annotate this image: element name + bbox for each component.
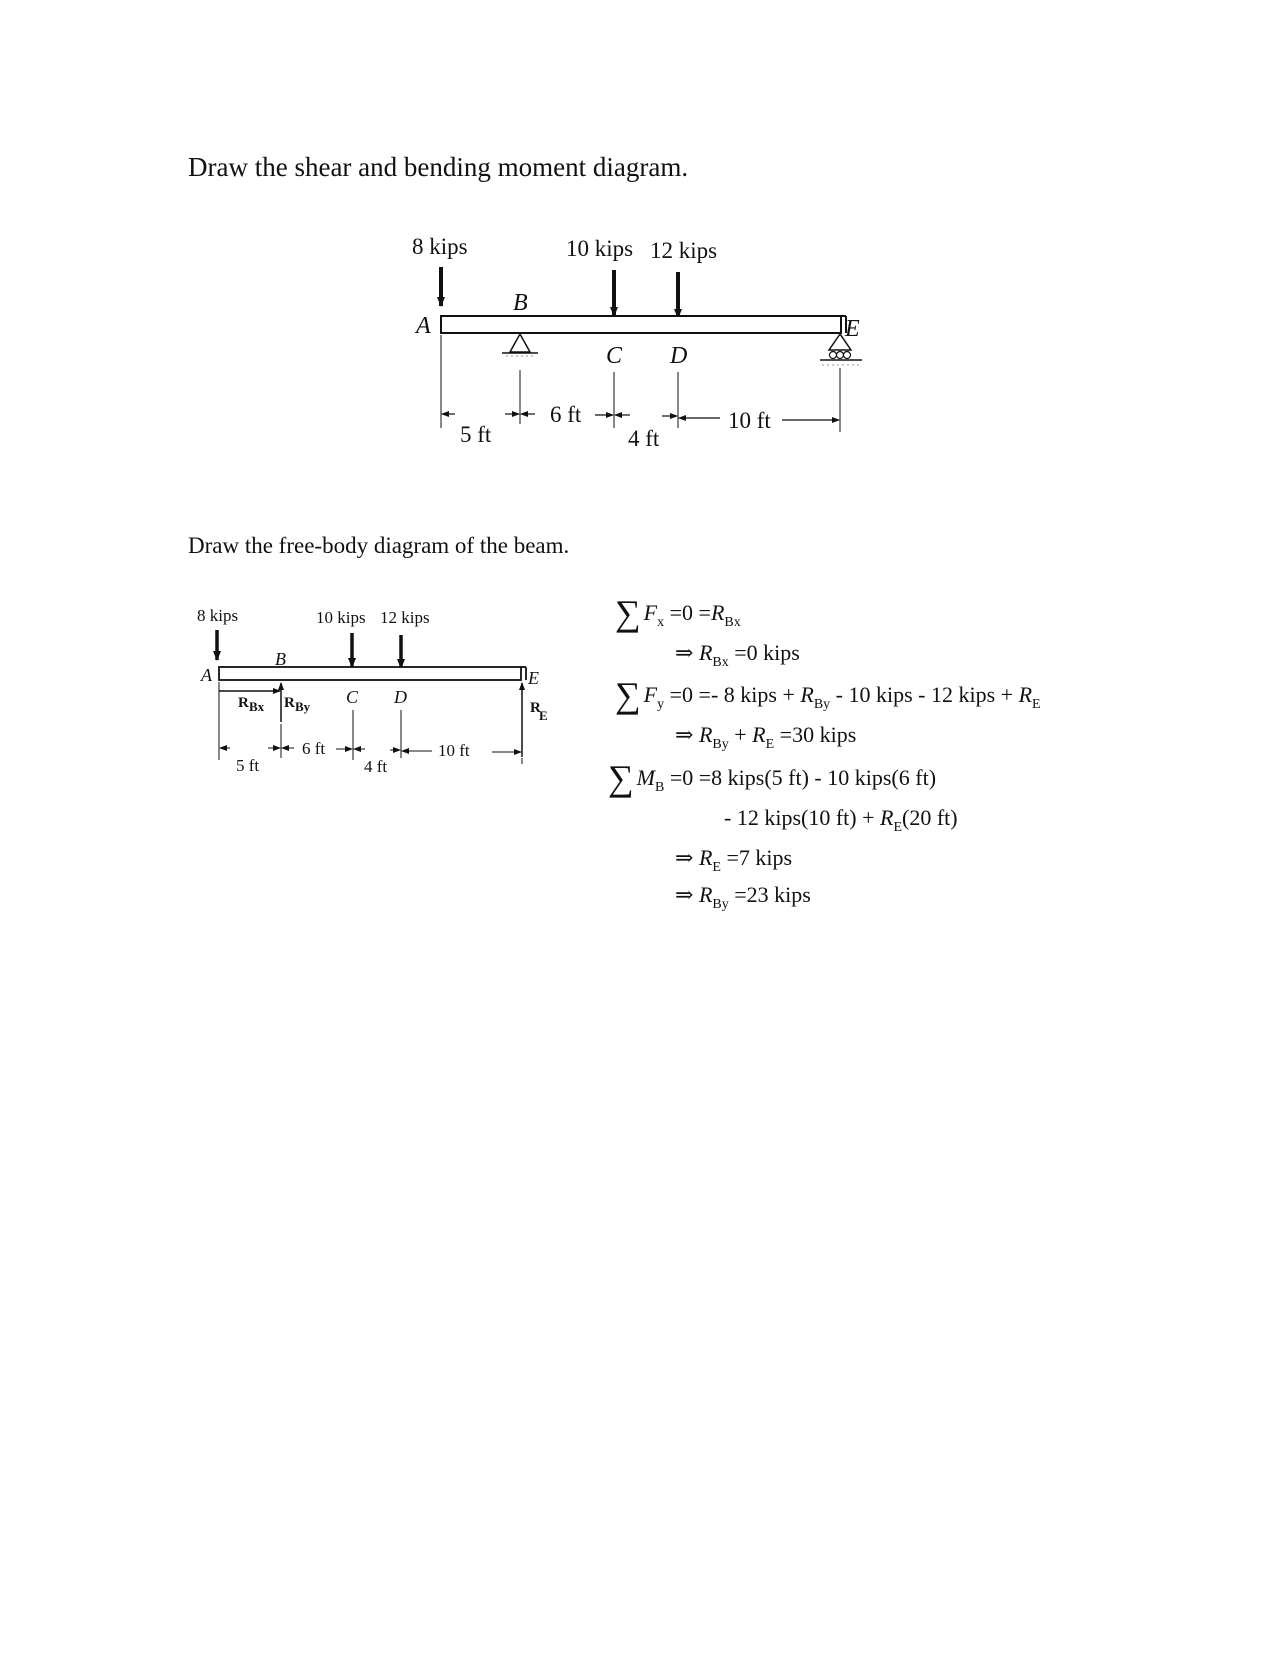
reaction-label-bx bbox=[238, 695, 265, 714]
fbd-point-label-e: E bbox=[528, 668, 539, 688]
fbd-dim-label-bc: 6 ft bbox=[302, 739, 326, 758]
dim-label-ab: 5 ft bbox=[460, 422, 492, 447]
fbd-load-label-a: 8 kips bbox=[197, 606, 239, 625]
fbd-dim-label-cd: 4 ft bbox=[364, 757, 388, 776]
fbd-point-label-c: C bbox=[346, 687, 359, 707]
dimension-lines bbox=[442, 414, 839, 420]
point-label-c: C bbox=[606, 343, 623, 369]
fbd-load-label-d: 12 kips bbox=[380, 608, 430, 627]
fbd-dim-label-ab: 5 ft bbox=[236, 756, 260, 775]
svg-text:R: R bbox=[530, 700, 541, 716]
point-label-a: A bbox=[416, 313, 431, 339]
dim-label-cd: 4 ft bbox=[628, 426, 660, 451]
fbd-point-label-d: D bbox=[394, 687, 407, 707]
svg-text:R: R bbox=[238, 695, 249, 711]
svg-text:E: E bbox=[539, 708, 548, 723]
equation-rby-plus-re: ⇒ $R_{By} + R_E =30$ kips bbox=[675, 722, 857, 752]
fbd-dimension-lines bbox=[220, 748, 521, 752]
load-label-c: 10 kips bbox=[566, 236, 634, 261]
equation-re-result: ⇒ $R_E =7$ kips bbox=[675, 845, 793, 875]
dim-label-bc: 6 ft bbox=[550, 402, 582, 427]
fbd-dim-label-de: 10 ft bbox=[438, 741, 470, 760]
fbd-instruction: Draw the free-body diagram of the beam. bbox=[188, 533, 570, 558]
beam bbox=[441, 316, 841, 333]
equation-sum-fy: ∑ $F_y =0 =- 8$ kips + $R_{By} - 10$ kips - 12 kips + $R_E$ bbox=[615, 675, 1041, 715]
problem-statement: Draw the shear and bending moment diagram. bbox=[188, 152, 689, 182]
fbd-point-label-a: A bbox=[201, 665, 212, 685]
load-label-d: 12 kips bbox=[650, 238, 718, 263]
fbd-point-label-b: B bbox=[275, 649, 286, 669]
equation-sum-fx: ∑ $F_x =0 =R_{Bx}$ bbox=[615, 593, 741, 633]
svg-text:Bx: Bx bbox=[249, 699, 265, 714]
svg-text:R: R bbox=[284, 695, 295, 711]
beam-diagram-free-body bbox=[197, 606, 548, 776]
fbd-load-label-c: 10 kips bbox=[316, 608, 366, 627]
beam-diagram-loaded bbox=[412, 234, 862, 451]
svg-text:By: By bbox=[295, 699, 311, 714]
fbd-beam bbox=[219, 667, 521, 680]
reaction-label-e bbox=[530, 700, 548, 723]
dim-label-de: 10 ft bbox=[728, 408, 771, 433]
equation-rbx: ⇒ $R_{Bx} =0$ kips bbox=[675, 640, 800, 670]
point-label-e: E bbox=[845, 316, 860, 342]
reaction-label-by bbox=[284, 695, 311, 714]
equation-rby-result: ⇒ $R_{By} =23$ kips bbox=[675, 882, 811, 912]
point-label-b: B bbox=[513, 290, 528, 316]
load-label-a: 8 kips bbox=[412, 234, 468, 259]
equation-sum-mb-cont: - 12 kips(10 $ft) + R_E(20$ ft) bbox=[724, 805, 958, 835]
pin-support-b bbox=[502, 334, 538, 356]
point-label-d: D bbox=[670, 343, 688, 369]
equation-sum-mb: ∑ $M_B =0 =8$ kips(5 ft) - 10 kips(6 ft) bbox=[608, 758, 937, 798]
